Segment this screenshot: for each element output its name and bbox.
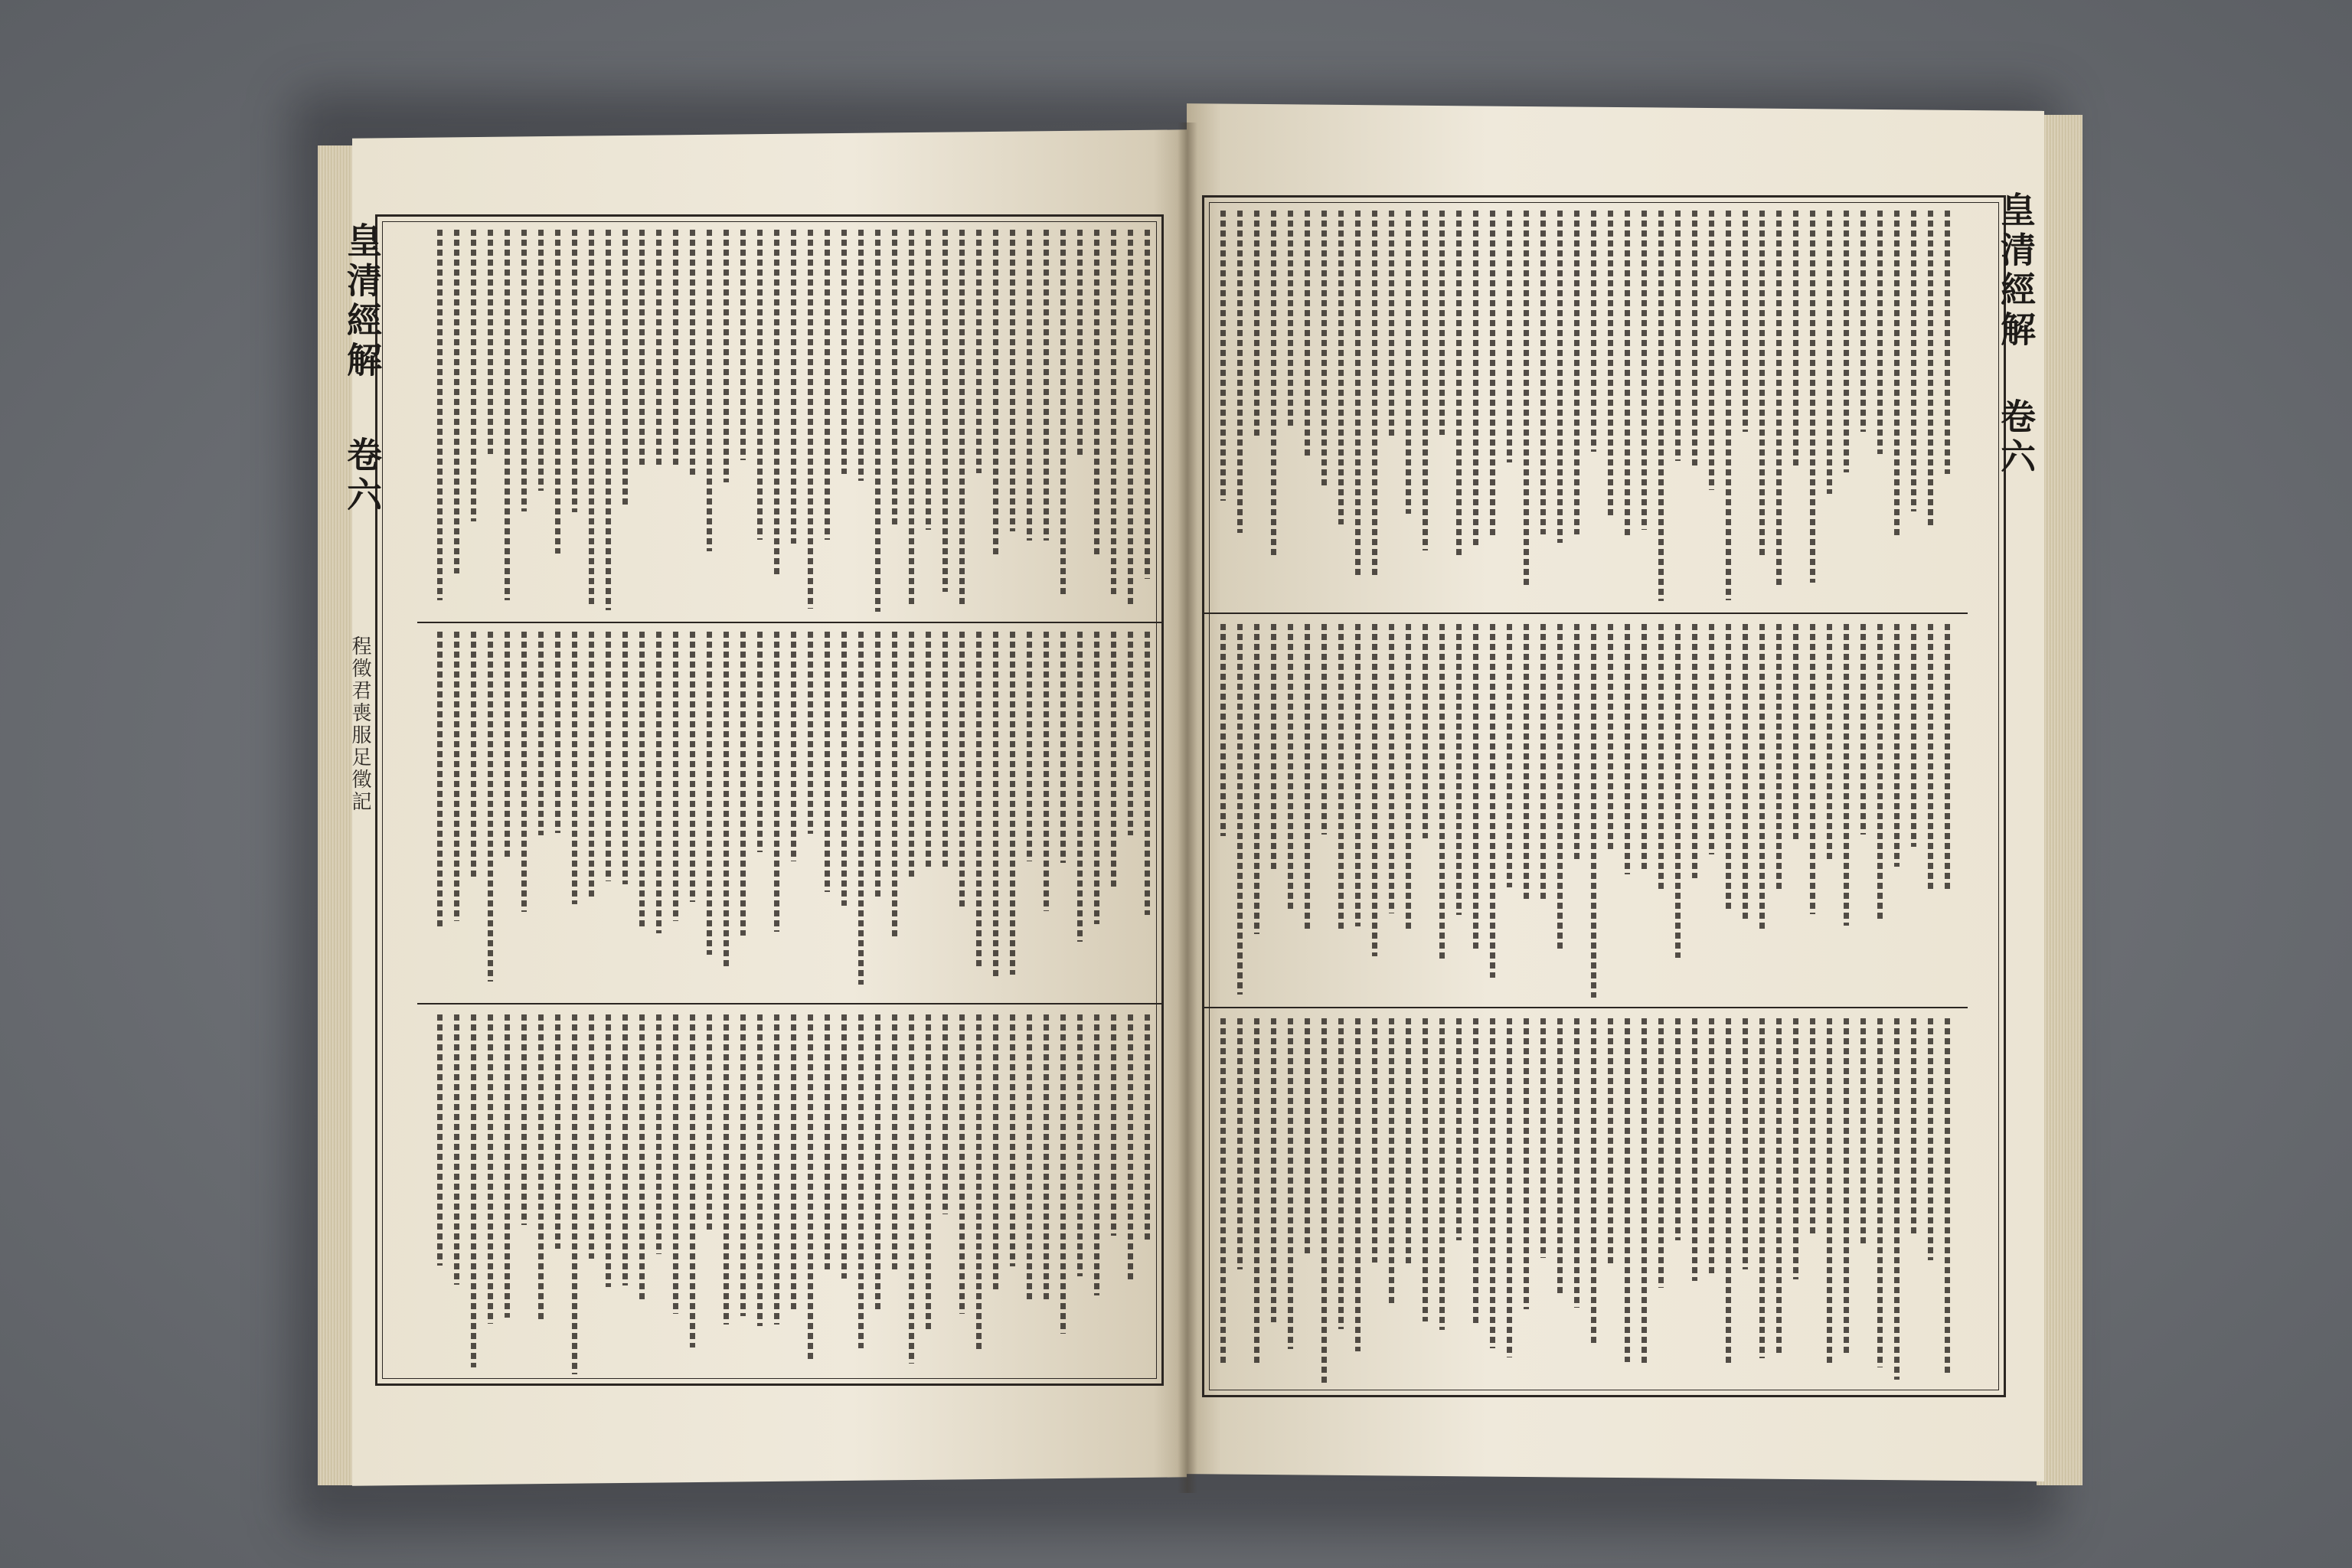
left-text-column <box>707 230 712 551</box>
left-text-column <box>740 632 746 936</box>
right-text-column <box>1406 211 1411 514</box>
right-text-column <box>1844 211 1849 472</box>
left-text-column <box>673 230 678 467</box>
left-text-column <box>808 632 813 834</box>
left-text-column <box>791 230 796 544</box>
right-header-title: 皇清經解 <box>1995 191 2037 351</box>
right-text-column <box>1557 211 1563 543</box>
left-text-column <box>521 632 527 912</box>
left-text-column <box>926 1014 931 1329</box>
right-text-column <box>1271 624 1276 873</box>
right-text-column <box>1338 1018 1344 1329</box>
left-text-column <box>875 1014 880 1309</box>
right-text-column <box>1473 1018 1478 1323</box>
left-text-column <box>1094 632 1099 924</box>
right-text-column <box>1574 1018 1579 1308</box>
right-text-column <box>1406 624 1411 929</box>
left-text-column <box>841 1014 847 1279</box>
left-text-column <box>1027 230 1032 541</box>
right-text-column <box>1625 211 1630 537</box>
right-text-column <box>1945 211 1950 474</box>
right-text-column <box>1321 1018 1327 1383</box>
right-text-column <box>1406 1018 1411 1267</box>
left-text-column <box>808 1014 813 1361</box>
left-text-column <box>589 632 594 900</box>
right-text-column <box>1877 1018 1883 1367</box>
left-text-column <box>437 1014 443 1266</box>
right-text-column <box>1877 211 1883 454</box>
right-text-column <box>1759 624 1765 929</box>
left-text-column <box>892 632 897 939</box>
left-text-column <box>808 230 813 609</box>
left-text-column <box>639 632 645 928</box>
right-text-column <box>1928 211 1933 528</box>
left-text-column <box>959 632 965 907</box>
right-text-column <box>1860 211 1866 432</box>
right-text-column <box>1288 211 1293 429</box>
left-text-column <box>1128 1014 1133 1279</box>
left-text-column <box>858 1014 864 1348</box>
left-text-column <box>757 1014 763 1326</box>
right-text-column <box>1355 211 1361 579</box>
left-text-column <box>1111 632 1116 889</box>
left-text-column <box>875 632 880 899</box>
right-text-column <box>1743 1018 1748 1269</box>
left-text-column <box>1111 230 1116 596</box>
right-text-column <box>1288 624 1293 913</box>
right-text-column <box>1372 1018 1377 1263</box>
right-text-column <box>1827 1018 1832 1365</box>
right-text-column <box>1456 1018 1462 1240</box>
left-text-column <box>690 230 695 477</box>
right-text-column <box>1860 624 1866 835</box>
right-text-column <box>1524 1018 1529 1309</box>
right-text-column <box>1220 624 1226 836</box>
left-text-column <box>892 230 897 527</box>
left-text-column <box>555 230 560 554</box>
left-text-column <box>757 632 763 852</box>
right-register-divider-2 <box>1202 1007 1968 1008</box>
left-text-column <box>488 230 493 454</box>
right-text-column <box>1658 1018 1664 1288</box>
right-text-column <box>1608 1018 1613 1266</box>
right-text-column <box>1743 624 1748 920</box>
right-text-column <box>1810 1018 1815 1236</box>
right-text-column <box>1237 211 1243 533</box>
right-text-column <box>1844 624 1849 926</box>
right-text-column <box>1338 211 1344 524</box>
left-text-column <box>1145 1014 1150 1240</box>
left-text-column <box>740 1014 746 1316</box>
right-text-column <box>1642 1018 1647 1365</box>
right-text-column <box>1810 211 1815 583</box>
right-text-column <box>1675 211 1681 461</box>
left-text-column <box>1027 1014 1032 1303</box>
right-text-column <box>1894 624 1900 867</box>
right-text-column <box>1776 624 1782 892</box>
right-text-column <box>1473 624 1478 950</box>
right-text-column <box>1827 624 1832 861</box>
left-text-column <box>471 632 476 878</box>
right-text-column <box>1591 211 1596 452</box>
left-text-column <box>572 1014 577 1374</box>
left-volume-marker: 卷六 <box>341 436 383 516</box>
right-text-column <box>1860 1018 1866 1246</box>
left-text-column <box>909 1014 914 1364</box>
left-text-column <box>1010 632 1015 975</box>
left-text-column <box>875 230 880 612</box>
right-text-column <box>1372 211 1377 578</box>
right-text-column <box>1675 1018 1681 1240</box>
right-text-column <box>1692 211 1697 468</box>
right-text-column <box>1827 211 1832 494</box>
right-text-column <box>1220 211 1226 501</box>
left-text-column <box>656 1014 662 1254</box>
right-register-divider-1 <box>1202 612 1968 614</box>
left-text-column <box>606 230 611 610</box>
left-text-column <box>1060 230 1066 595</box>
left-text-column <box>825 1014 830 1269</box>
book-gutter <box>1178 122 1197 1493</box>
right-text-column <box>1759 1018 1765 1358</box>
left-text-column <box>673 1014 678 1314</box>
left-text-column <box>825 230 830 540</box>
right-text-column <box>1389 211 1394 438</box>
left-text-column <box>505 1014 510 1318</box>
left-text-column <box>707 632 712 955</box>
left-text-column <box>942 632 948 867</box>
left-text-column <box>690 1014 695 1348</box>
right-text-column <box>1423 1018 1428 1321</box>
right-text-column <box>1288 1018 1293 1349</box>
right-text-column <box>1608 624 1613 852</box>
right-text-column <box>1490 211 1495 537</box>
right-text-column <box>1254 624 1259 934</box>
left-text-column <box>791 632 796 861</box>
right-text-column <box>1911 211 1916 511</box>
right-text-column <box>1305 1018 1310 1256</box>
left-text-column <box>724 1014 729 1325</box>
left-text-column <box>791 1014 796 1313</box>
left-text-column <box>656 632 662 933</box>
right-text-column <box>1456 624 1462 915</box>
left-text-column <box>1077 230 1083 456</box>
left-text-column <box>488 1014 493 1324</box>
right-text-column <box>1793 1018 1798 1279</box>
left-text-column <box>858 632 864 985</box>
right-text-column <box>1237 624 1243 995</box>
right-text-column <box>1726 211 1731 600</box>
right-text-column <box>1692 1018 1697 1281</box>
left-text-column <box>1044 230 1049 541</box>
left-text-column <box>724 230 729 482</box>
left-text-column <box>740 230 746 460</box>
left-text-column <box>572 230 577 512</box>
right-text-column <box>1675 624 1681 958</box>
left-text-column <box>1027 632 1032 861</box>
left-text-column <box>622 1014 628 1285</box>
left-text-column <box>538 632 544 835</box>
left-text-column <box>942 1014 948 1214</box>
left-text-column <box>942 230 948 592</box>
left-text-column <box>639 1014 645 1299</box>
right-text-column <box>1625 1018 1630 1362</box>
left-text-column <box>437 230 443 600</box>
right-text-column <box>1928 624 1933 890</box>
right-text-column <box>1793 211 1798 466</box>
right-text-column <box>1254 211 1259 438</box>
right-text-column <box>1844 1018 1849 1357</box>
left-text-column <box>976 1014 982 1351</box>
left-register-divider-1 <box>417 622 1164 623</box>
left-text-column <box>774 1014 779 1325</box>
left-text-column <box>488 632 493 982</box>
right-text-column <box>1439 624 1445 962</box>
left-text-column <box>1060 1014 1066 1334</box>
left-text-column <box>1145 230 1150 579</box>
right-text-column <box>1911 1018 1916 1233</box>
left-text-column <box>639 230 645 465</box>
right-text-column <box>1271 1018 1276 1322</box>
left-text-column <box>993 1014 998 1289</box>
right-text-column <box>1456 211 1462 557</box>
right-text-column <box>1540 1018 1546 1258</box>
left-register-divider-2 <box>417 1003 1164 1004</box>
left-text-column <box>1111 1014 1116 1236</box>
left-text-column <box>622 632 628 884</box>
right-text-column <box>1574 211 1579 534</box>
left-text-column <box>993 632 998 976</box>
left-text-column <box>909 632 914 877</box>
right-text-column <box>1658 624 1664 893</box>
right-text-column <box>1507 211 1512 462</box>
right-text-column <box>1726 624 1731 911</box>
right-text-column <box>1591 624 1596 998</box>
right-text-column <box>1355 624 1361 926</box>
right-text-column <box>1743 211 1748 432</box>
left-text-column <box>1128 230 1133 607</box>
left-text-column <box>673 632 678 921</box>
right-text-column <box>1574 624 1579 861</box>
left-text-column <box>538 230 544 491</box>
right-text-column <box>1540 624 1546 899</box>
right-text-column <box>1271 211 1276 557</box>
right-text-column <box>1237 1018 1243 1269</box>
left-text-column <box>606 1014 611 1287</box>
right-text-column <box>1557 624 1563 950</box>
left-text-column <box>1010 230 1015 531</box>
left-text-column <box>471 230 476 521</box>
left-text-column <box>774 230 779 578</box>
right-text-column <box>1642 624 1647 872</box>
left-text-column <box>1077 632 1083 942</box>
left-text-column <box>454 230 459 573</box>
right-text-column <box>1490 624 1495 978</box>
left-text-column <box>555 632 560 833</box>
left-text-column <box>1060 632 1066 863</box>
right-text-column <box>1726 1018 1731 1364</box>
left-text-column <box>926 632 931 871</box>
left-text-column <box>774 632 779 932</box>
right-text-column <box>1305 211 1310 456</box>
right-text-column <box>1709 1018 1714 1276</box>
left-text-column <box>1094 1014 1099 1295</box>
right-text-column <box>1220 1018 1226 1367</box>
left-text-column <box>454 632 459 921</box>
right-text-column <box>1439 211 1445 435</box>
left-text-column <box>976 632 982 970</box>
right-text-column <box>1894 211 1900 538</box>
right-text-column <box>1439 1018 1445 1330</box>
left-text-column <box>555 1014 560 1249</box>
right-text-column <box>1928 1018 1933 1260</box>
right-text-column <box>1608 211 1613 515</box>
left-text-column <box>993 230 998 557</box>
left-text-column <box>858 230 864 481</box>
right-text-column <box>1709 624 1714 854</box>
left-text-column <box>538 1014 544 1322</box>
left-text-column <box>505 632 510 860</box>
right-text-column <box>1490 1018 1495 1348</box>
left-text-column <box>1077 1014 1083 1276</box>
left-text-column <box>959 230 965 606</box>
left-text-column <box>656 230 662 469</box>
right-text-column <box>1540 211 1546 534</box>
right-text-column <box>1557 1018 1563 1294</box>
right-text-column <box>1254 1018 1259 1365</box>
right-text-column <box>1389 1018 1394 1305</box>
right-text-column <box>1305 624 1310 932</box>
left-text-column <box>589 230 594 606</box>
left-text-column <box>841 230 847 474</box>
left-text-column <box>1010 1014 1015 1266</box>
right-text-column <box>1507 624 1512 887</box>
left-text-column <box>589 1014 594 1259</box>
right-text-column <box>1877 624 1883 921</box>
right-text-column <box>1473 211 1478 547</box>
left-text-column <box>959 1014 965 1314</box>
right-text-column <box>1759 211 1765 557</box>
right-text-column <box>1338 624 1344 932</box>
left-text-column <box>909 230 914 606</box>
left-text-column <box>622 230 628 507</box>
left-text-column <box>505 230 510 600</box>
right-text-column <box>1524 624 1529 901</box>
right-text-column <box>1945 1018 1950 1376</box>
left-text-column <box>926 230 931 530</box>
right-text-column <box>1372 624 1377 956</box>
right-text-column <box>1389 624 1394 913</box>
right-text-column <box>1894 1018 1900 1380</box>
left-text-column <box>1128 632 1133 835</box>
left-text-column <box>724 632 729 969</box>
left-text-column <box>521 1014 527 1225</box>
right-text-column <box>1793 624 1798 842</box>
left-text-column <box>825 632 830 892</box>
right-text-column <box>1945 624 1950 891</box>
left-text-column <box>437 632 443 928</box>
left-text-column <box>841 632 847 906</box>
right-text-column <box>1911 624 1916 847</box>
left-text-column <box>1094 230 1099 557</box>
right-volume-marker: 卷六 <box>1995 398 2037 478</box>
right-text-column <box>1321 211 1327 487</box>
left-text-column <box>521 230 527 511</box>
right-text-column <box>1776 211 1782 588</box>
left-text-column <box>1145 632 1150 915</box>
right-text-column <box>1810 624 1815 914</box>
left-text-column <box>976 230 982 473</box>
right-text-column <box>1507 1018 1512 1357</box>
left-text-column <box>572 632 577 904</box>
right-text-column <box>1423 624 1428 838</box>
left-text-column <box>1044 632 1049 911</box>
left-text-column <box>892 1014 897 1271</box>
left-header-title: 皇清經解 <box>341 222 383 381</box>
right-text-column <box>1524 211 1529 588</box>
left-text-column <box>1044 1014 1049 1302</box>
left-text-column <box>757 230 763 540</box>
right-text-column <box>1642 211 1647 530</box>
left-text-column <box>690 632 695 902</box>
right-text-column <box>1692 624 1697 878</box>
left-text-column <box>707 1014 712 1233</box>
right-text-column <box>1625 624 1630 874</box>
right-text-column <box>1658 211 1664 601</box>
right-text-column <box>1423 211 1428 550</box>
right-text-column <box>1355 1018 1361 1351</box>
right-text-column <box>1776 1018 1782 1354</box>
right-text-column <box>1321 624 1327 835</box>
right-text-column <box>1709 211 1714 490</box>
left-text-column <box>606 632 611 881</box>
left-text-column <box>471 1014 476 1367</box>
left-text-column <box>454 1014 459 1285</box>
left-side-note: 程徵君喪服足徵記 <box>348 635 371 813</box>
right-text-column <box>1591 1018 1596 1345</box>
